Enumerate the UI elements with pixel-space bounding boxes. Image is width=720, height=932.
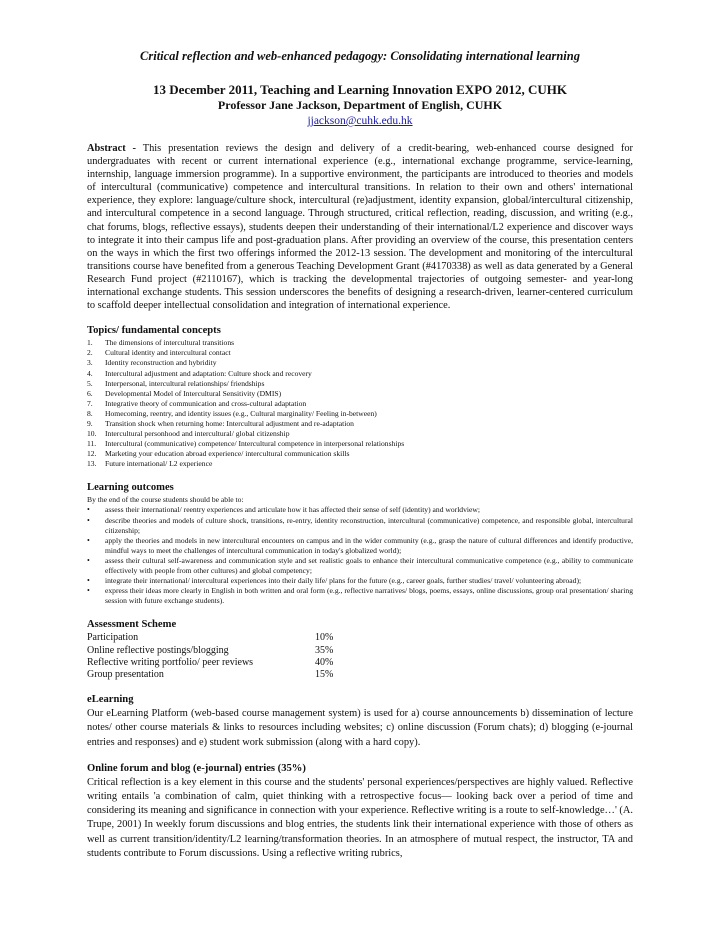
assessment-percent: 10%: [315, 632, 334, 644]
forum-heading: Online forum and blog (e-journal) entries (35%): [87, 762, 306, 774]
topic-text: Intercultural personhood and intercultural/ global citizenship: [105, 429, 290, 439]
topic-number: 6.: [87, 388, 93, 398]
topic-item: [87, 439, 633, 449]
topics-heading: Topics/ fundamental concepts: [87, 325, 221, 337]
outcome-text: integrate their international/ intercultural experiences into their daily life/ plans for the future (e.g., career goals, further studies/ travel/ volunteering abroad);: [105, 576, 582, 586]
topic-number: 8.: [87, 408, 93, 418]
assessment-heading: Assessment Scheme: [87, 619, 177, 631]
topic-item: [87, 419, 633, 429]
bullet-icon: •: [87, 576, 90, 586]
bullet-icon: •: [87, 515, 90, 525]
assessment-row: [87, 645, 333, 657]
topics-list: [87, 338, 633, 469]
topic-item: [87, 379, 633, 389]
outcome-text: assess their cultural self-awareness and communication style and set realistic goals to enhance their intercultural communicative competence (e.g., ability to communicate effectively with people from other cultures) and global competency;: [105, 555, 633, 575]
topic-number: 4.: [87, 368, 93, 378]
outcome-item: [87, 516, 633, 536]
topic-number: 2.: [87, 348, 93, 358]
topic-item: [87, 429, 633, 439]
assessment-item: Reflective writing portfolio/ peer reviews: [87, 656, 254, 668]
assessment-item: Group presentation: [87, 668, 164, 680]
elearning-section: [87, 693, 633, 750]
email-link[interactable]: jjackson@cuhk.edu.hk: [307, 115, 413, 127]
assessment-row: [87, 657, 333, 669]
outcomes-intro: By the end of the course students should be able to:: [87, 495, 244, 505]
assessment-percent: 15%: [315, 668, 334, 680]
topic-item: [87, 389, 633, 399]
outcome-item: [87, 536, 633, 556]
topic-text: Integrative theory of communication and cross-cultural adaptation: [105, 398, 307, 408]
topic-text: Marketing your education abroad experience/ intercultural communication skills: [105, 449, 350, 459]
outcome-text: express their ideas more clearly in English in both written and oral form (e.g., reflective narratives/ blogs, poems, essays, online discussions, group oral presentation/ sharing session with future exchange students).: [105, 586, 633, 606]
assessment-item: Participation: [87, 632, 139, 644]
bullet-icon: •: [87, 505, 90, 515]
outcomes-section: [87, 481, 633, 606]
bullet-icon: •: [87, 586, 90, 596]
assessment-row: [87, 669, 333, 681]
outcome-text: assess their international/ reentry experiences and articulate how it has affected their sense of self (identity) and worldview;: [105, 505, 480, 515]
topics-section: [87, 324, 633, 469]
outcome-item: [87, 505, 633, 515]
topic-text: Identity reconstruction and hybridity: [105, 358, 217, 368]
topic-number: 5.: [87, 378, 93, 388]
elearning-text: Our eLearning Platform (web-based course management system) is used for a) course announcements b) dissemination of lecture notes/ other course materials & links to resources including websites; c) online discussion (Forum chats); d) blogging (e-journal entries and responses) and e) student work submission (along with a hard copy).: [87, 708, 633, 748]
topic-number: 7.: [87, 398, 93, 408]
assessment-table: [87, 632, 333, 681]
topic-item: [87, 409, 633, 419]
bullet-icon: •: [87, 535, 90, 545]
topic-item: [87, 459, 633, 469]
outcome-item: [87, 556, 633, 576]
topic-number: 9.: [87, 418, 93, 428]
assessment-row: [87, 632, 333, 644]
topic-text: Interpersonal, intercultural relationships/ friendships: [105, 378, 265, 388]
topic-text: Transition shock when returning home: Intercultural adjustment and re-adaptation: [105, 418, 354, 428]
outcome-text: apply the theories and models in new intercultural encounters on campus and in the wider community (e.g., grasp the nature of cultural differences and identify productive, mindful ways to meet the challenges of intercultural communication in today's globalized world);: [105, 535, 633, 555]
topic-text: Future international/ L2 experience: [105, 459, 213, 469]
outcome-text: describe theories and models of culture shock, transitions, re-entry, identity reconstruction, intercultural (communicative) competence, and responsible global, intercultural citizenship;: [105, 515, 633, 535]
document-page: [87, 48, 633, 861]
topic-item: [87, 338, 633, 348]
assessment-percent: 40%: [315, 656, 334, 668]
forum-text: Critical reflection is a key element in this course and the students' personal experiences/perspectives are highly valued. Reflective writing entails 'a combination of calm, quiet thinking with a retrospective focus— looking back over a period of time and considering its meaning and significance in connection with your experience. Reflective writing is a route to self-knowledge…' (A. Trupe, 2001) In weekly forum discussions and blog entries, the students link their international experience with those of others as well as current transition/identity/L2 learning/transformation theories. In an atmosphere of mutual respect, the instructor, TA and students contribute to Forum discussions. Using a reflective writing rubrics,: [87, 776, 633, 859]
topic-item: [87, 449, 633, 459]
event-line: 13 December 2011, Teaching and Learning Innovation EXPO 2012, CUHK: [153, 82, 567, 97]
topic-number: 1.: [87, 338, 93, 348]
topic-text: Intercultural (communicative) competence/ Intercultural competence in interpersonal relationships: [105, 439, 405, 449]
topic-item: [87, 358, 633, 368]
topic-item: [87, 348, 633, 358]
elearning-heading: eLearning: [87, 694, 134, 706]
assessment-section: [87, 618, 633, 681]
outcomes-heading: Learning outcomes: [87, 482, 174, 494]
author-line: Professor Jane Jackson, Department of English, CUHK: [217, 98, 503, 112]
topic-text: The dimensions of intercultural transitions: [105, 338, 235, 348]
topic-number: 12.: [87, 449, 97, 459]
topic-number: 10.: [87, 429, 97, 439]
bullet-icon: •: [87, 555, 90, 565]
document-title: Critical reflection and web-enhanced pedagogy: Consolidating international learning: [140, 49, 580, 63]
topic-item: [87, 369, 633, 379]
email-line: [87, 114, 633, 128]
outcome-item: [87, 576, 633, 586]
topic-number: 11.: [87, 439, 97, 449]
outcome-item: [87, 586, 633, 606]
abstract-label: Abstract -: [87, 143, 137, 154]
topic-number: 13.: [87, 459, 97, 469]
assessment-item: Online reflective postings/blogging: [87, 644, 229, 656]
topic-text: Developmental Model of Intercultural Sensitivity (DMIS): [105, 388, 282, 398]
topic-text: Homecoming, reentry, and identity issues (e.g., Cultural marginality/ Feeling in-between): [105, 408, 377, 418]
abstract-paragraph: [87, 142, 633, 312]
topic-number: 3.: [87, 358, 93, 368]
abstract-text: This presentation reviews the design and delivery of a credit-bearing, web-enhanced course designed for undergraduates with recent or current international experience (e.g., international exchange programme, service-learning, internship, language immersion programme). In a supportive environment, the participants are introduced to theories and models of intercultural (communicative) competence and intercultural transitions. In relation to their own and others' international experience, they explore: language/culture shock, intercultural (re)adjustment, identity expansion, global/intercultural citizenship, and intercultural competence in a second language. Through structured, critical reflection, reading, discussion, and writing (e.g., chat forums, blogs, reflective essays), students deepen their understanding of their international/L2 experience and discover ways to integrate it into their campus life and post-graduation plans. After providing an overview of the course, this presentation centers on the ways in which the first two offerings informed the 2012-13 session. The development and monitoring of the intercultural transitions course have benefited from a generous Teaching Development Grant (#4170338) as well as data generated by a General Research Fund project (#2110167), which is tracking the developmental trajectories of outgoing semester- and year-long international exchange students. This session underscores the benefits of designing a research-driven, learner-centered curriculum to scaffold deeper intellectual consolidation and integration of international experience.: [87, 143, 633, 312]
topic-item: [87, 399, 633, 409]
outcomes-list: [87, 505, 633, 606]
topic-text: Cultural identity and intercultural contact: [105, 348, 231, 358]
topic-text: Intercultural adjustment and adaptation: Culture shock and recovery: [105, 368, 312, 378]
assessment-percent: 35%: [315, 644, 334, 656]
forum-section: [87, 762, 633, 861]
